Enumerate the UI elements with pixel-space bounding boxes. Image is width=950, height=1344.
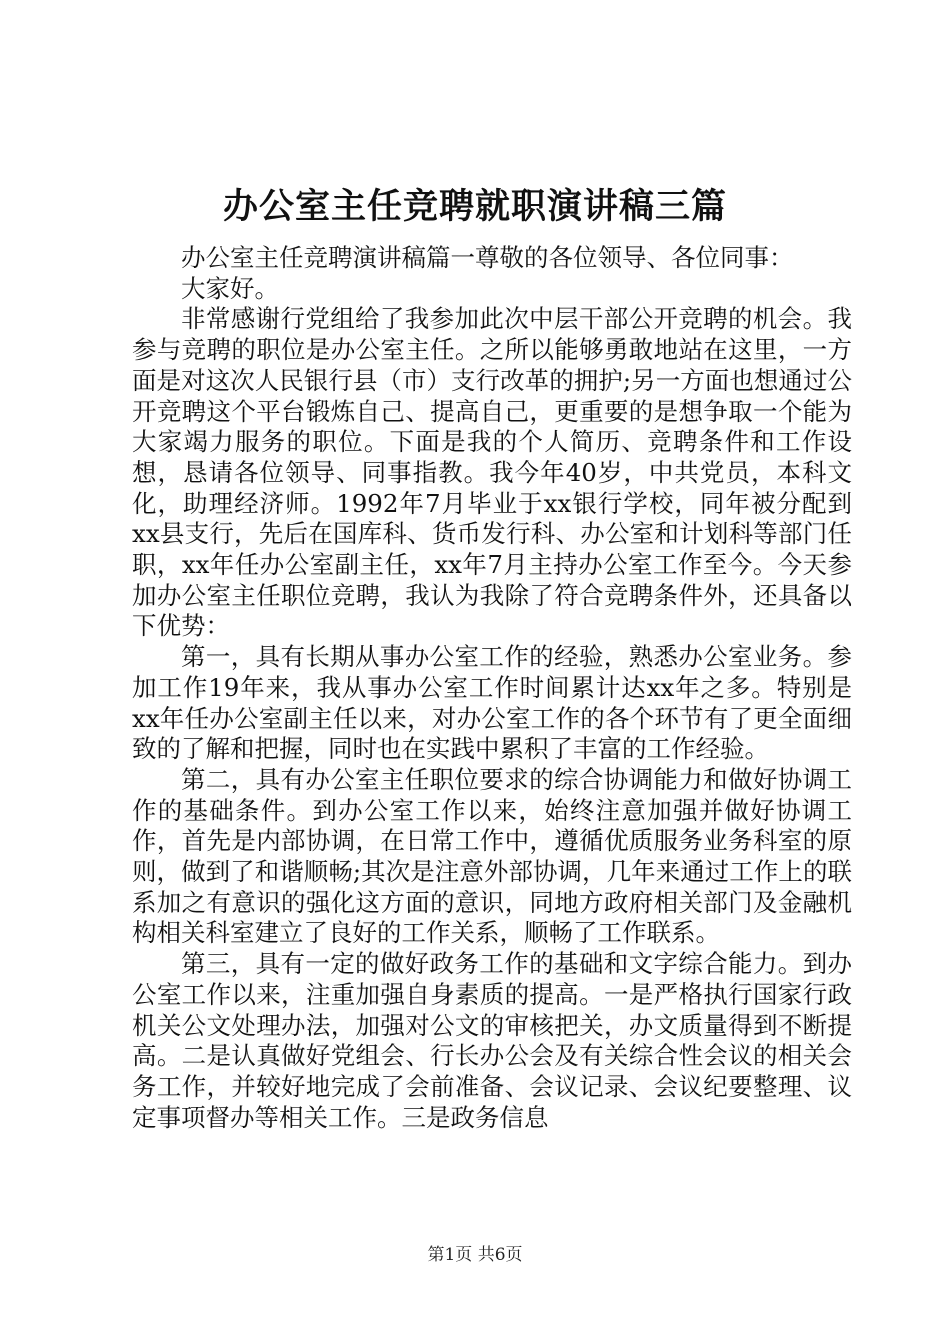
paragraph-advantage-one: 第一，具有长期从事办公室工作的经验，熟悉办公室业务。参加工作19年来，我从事办公室工作时间累计达xx年之多。特别是xx年任办公室副主任以来，对办公室工作的各个环节有了更全面细致的了解和把握，同时也在实践中累积了丰富的工作经验。 (132, 642, 852, 764)
document-body (132, 243, 852, 1133)
page-number-footer: 第1页 共6页 (427, 1245, 523, 1265)
paragraph-advantage-three: 第三，具有一定的做好政务工作的基础和文字综合能力。到办公室工作以来，注重加强自身素质的提高。一是严格执行国家行政机关公文处理办法，加强对公文的审核把关，办文质量得到不断提高。二是认真做好党组会、行长办公会及有关综合性会议的相关会务工作，并较好地完成了会前准备、会议记录、会议纪要整理、议定事项督办等相关工作。三是政务信息 (132, 949, 852, 1132)
document-title: 办公室主任竞聘就职演讲稿三篇 (222, 186, 727, 227)
paragraph-introduction: 非常感谢行党组给了我参加此次中层干部公开竞聘的机会。我参与竞聘的职位是办公室主任。之所以能够勇敢地站在这里，一方面是对这次人民银行县（市）支行改革的拥护;另一方面也想通过公开竞聘这个平台锻炼自己、提高自己，更重要的是想争取一个能为大家竭力服务的职位。下面是我的个人简历、竞聘条件和工作设想，恳请各位领导、同事指教。我今年40岁，中共党员，本科文化，助理经济师。1992年7月毕业于xx银行学校，同年被分配到xx县支行，先后在国库科、货币发行科、办公室和计划科等部门任职，xx年任办公室副主任，xx年7月主持办公室工作至今。今天参加办公室主任职位竞聘，我认为我除了符合竞聘条件外，还具备以下优势： (132, 304, 852, 641)
paragraph-advantage-two: 第二，具有办公室主任职位要求的综合协调能力和做好协调工作的基础条件。到办公室工作以来，始终注意加强并做好协调工作，首先是内部协调，在日常工作中，遵循优质服务业务科室的原则，做到了和谐顺畅;其次是注意外部协调，几年来通过工作上的联系加之有意识的强化这方面的意识，同地方政府相关部门及金融机构相关科室建立了良好的工作关系，顺畅了工作联系。 (132, 764, 852, 948)
paragraph-greeting: 大家好。 (181, 273, 279, 303)
paragraph-salutation: 办公室主任竞聘演讲稿篇一尊敬的各位领导、各位同事： (181, 243, 794, 272)
